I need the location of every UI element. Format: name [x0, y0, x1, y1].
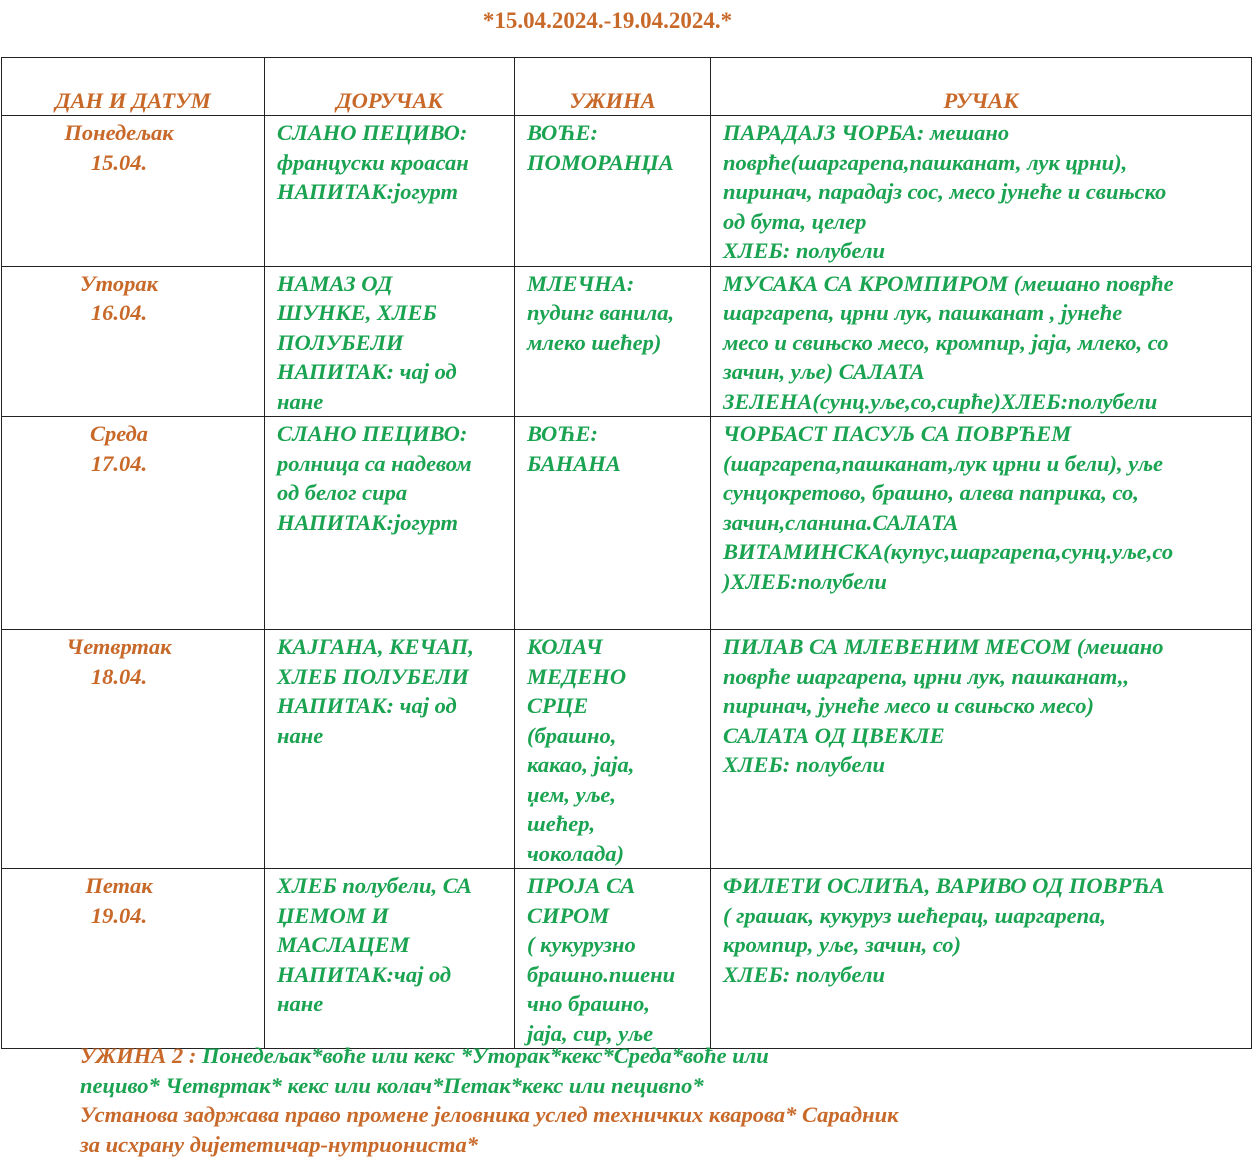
table-row-wednesday — [2, 417, 1252, 630]
day-cell — [2, 630, 265, 869]
column-header-day-date: ДАН И ДАТУМ — [2, 58, 265, 116]
table-row-thursday — [2, 630, 1252, 869]
disclaimer-note: Установа задржава право промене јеловника услед техничких кварова* Сарадник за исхрану дијететичар-нутриониста* — [80, 1102, 899, 1157]
day-date: 16.04. — [90, 300, 148, 325]
table-row-monday — [2, 116, 1252, 267]
day-date: 17.04. — [90, 450, 148, 476]
snack-cell: КОЛАЧ МЕДЕНО СРЦЕ (брашно, какао, јаја, џем, уље, шећер, чоколада) — [515, 630, 711, 869]
snack-cell: ВОЋЕ: БАНАНА — [515, 417, 711, 630]
snack-cell: МЛЕЧНА: пудинг ванила, млеко шећер) — [515, 266, 711, 417]
breakfast-cell: ХЛЕБ полубели, СА ЏЕМОМ И МАСЛАЦЕМ НАПИТАК:чај од нане — [265, 869, 515, 1049]
table-row-friday — [2, 869, 1252, 1049]
breakfast-cell: НАМАЗ ОД ШУНКЕ, ХЛЕБ ПОЛУБЕЛИ НАПИТАК: чај од нане — [265, 266, 515, 417]
day-cell — [2, 869, 265, 1049]
snack2-label: УЖИНА 2 : — [80, 1043, 202, 1068]
column-header-lunch: РУЧАК — [711, 58, 1252, 116]
lunch-cell: ФИЛЕТИ ОСЛИЋА, ВАРИВО ОД ПОВРЋА ( грашак, кукуруз шећерац, шаргарепа, кромпир, уље, зачин, со) ХЛЕБ: полубели — [711, 869, 1252, 1049]
snack2-text: Понедељак*воће или кекс *Уторак*кекс*Среда*воће или пециво* Четвртак* кекс или колач*Петак*кекс или пецивпо* — [80, 1043, 769, 1098]
table-row-tuesday — [2, 266, 1252, 417]
day-name: Среда — [89, 421, 149, 446]
day-date: 18.04. — [90, 663, 148, 689]
table-header-row — [2, 58, 1252, 116]
day-cell — [2, 417, 265, 630]
page-title: *15.04.2024.-19.04.2024.* — [482, 8, 733, 33]
breakfast-cell: СЛАНО ПЕЦИВО: француски кроасан НАПИТАК:јогурт — [265, 116, 515, 267]
day-name: Уторак — [79, 270, 158, 296]
lunch-cell: МУСАКА СА КРОМПИРОМ (мешано поврће шаргарепа, црни лук, пашканат , јунеће месо и свињско месо, кромпир, јаја, млеко, со зачин, уље) САЛАТА ЗЕЛЕНА(сунц.уље,со,сирће)ХЛЕБ:полубели — [711, 266, 1252, 417]
column-header-snack: УЖИНА — [515, 58, 711, 116]
day-cell — [2, 116, 265, 267]
breakfast-cell: КАЈГАНА, КЕЧАП, ХЛЕБ ПОЛУБЕЛИ НАПИТАК: чај од нане — [265, 630, 515, 869]
day-name: Четвртак — [66, 634, 172, 659]
snack-cell: ВОЋЕ: ПОМОРАНЏА — [515, 116, 711, 267]
column-header-breakfast: ДОРУЧАК — [265, 58, 515, 116]
snack-cell: ПРОЈА СА СИРОМ ( кукурузно брашно.пшени чно брашно, јаја, сир, уље — [515, 869, 711, 1049]
day-cell — [2, 266, 265, 417]
footer-notes — [80, 1041, 1230, 1159]
lunch-cell: ПАРАДАЈЗ ЧОРБА: мешано поврће(шаргарепа,пашканат, лук црни), пиринач, парадајз сос, месо јунеће и свињско од бута, целер ХЛЕБ: полубели — [711, 116, 1252, 267]
menu-table — [1, 57, 1252, 1049]
day-name: Понедељак — [64, 120, 174, 145]
lunch-cell: ПИЛАВ СА МЛЕВЕНИМ МЕСОМ (мешано поврће шаргарепа, црни лук, пашканат,, пиринач, јунеће месо и свињско месо) САЛАТА ОД ЦВЕКЛЕ ХЛЕБ: полубели — [711, 630, 1252, 869]
lunch-cell: ЧОРБАСТ ПАСУЉ СА ПОВРЋЕМ (шаргарепа,пашканат,лук црни и бели), уље сунцокретово, брашно, алева паприка, со, зачин,сланина.САЛАТА ВИТАМИНСКА(купус,шаргарепа,сунц.уље,со )ХЛЕБ:полубели — [711, 417, 1252, 630]
breakfast-cell: СЛАНО ПЕЦИВО: ролница са надевом од белог сира НАПИТАК:јогурт — [265, 417, 515, 630]
day-date: 19.04. — [90, 902, 148, 928]
day-name: Петак — [85, 873, 153, 898]
snack2-note — [80, 1041, 1230, 1100]
day-date: 15.04. — [90, 149, 148, 175]
